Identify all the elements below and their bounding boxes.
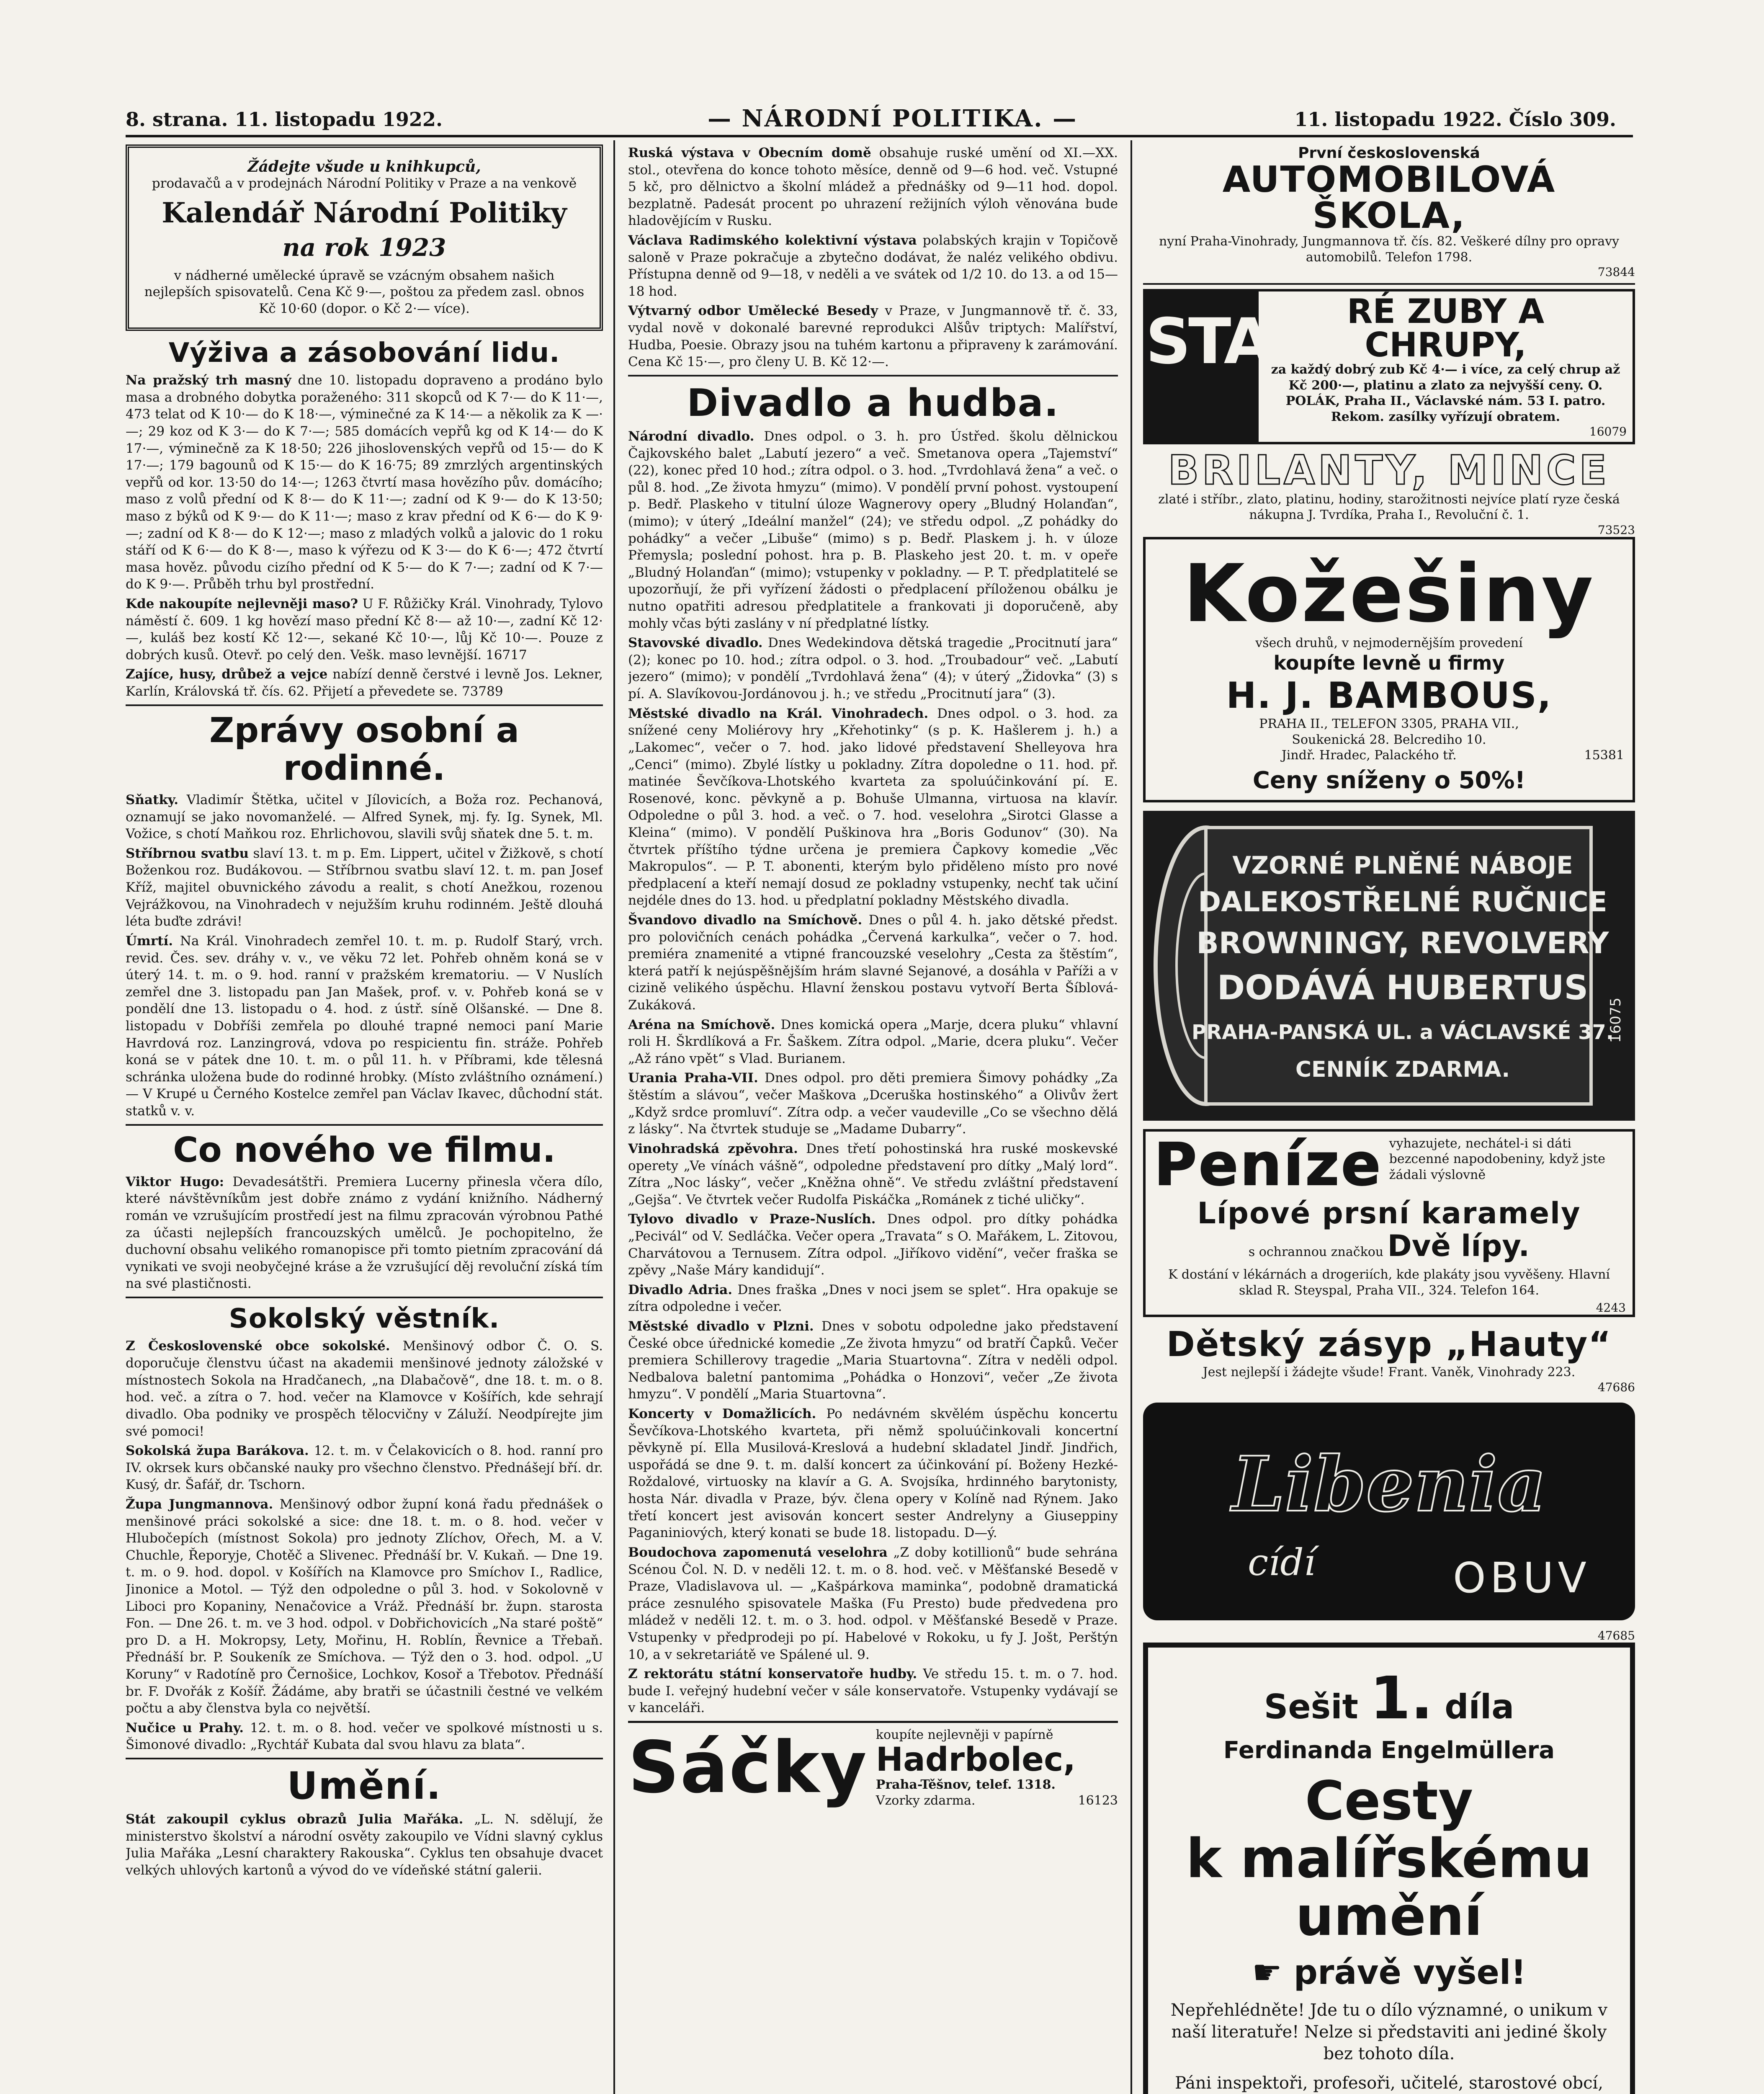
penize-ad: Peníze vyhazujete, nechátel-i si dáti bezcenné napodobeniny, když jste žádali výslovně Lípové prsní karamely s ochrannou značkou Dvě lípy. K dostání v lékárnách a drogeriích, kde plakáty jsou vyvěšeny. Hlavní sklad R. Steyspal, Praha VII., 324. Telefon 164. 4243 bbox=[1143, 1129, 1635, 1318]
page-header bbox=[121, 105, 1629, 134]
sokol-p4: Nučice u Prahy. 12. t. m. o 8. hod. večer ve spolkové místnosti u s. Šimonové divadlo: „Rychtář Kubata dal svou hlavu za blata“. bbox=[126, 1720, 603, 1753]
vyziva-heading: Výživa a zásobování lidu. bbox=[168, 337, 560, 369]
cartridge-illustration bbox=[1143, 811, 1635, 1121]
ruska-vystava: Ruská výstava v Obecním domě obsahuje ruské umění od XI.—XX. stol., otevřena do konce tohoto měsíce, denně od 9—6 hod. več. Vstupné 5 kč, pro dělnictvo a školní mládež a přednášky od 9—11 hod. dopol. bezplatně. Padesát procent po uhrazení režijních výloh věnována bude hladovějícím v Rusku. bbox=[628, 145, 1118, 229]
column-rule-1 bbox=[613, 140, 615, 2094]
umelecka-beseda: Výtvarný odbor Umělecké Besedy v Praze, v Jungmannově tř. č. 33, vydal nově v dokonalé barevné reprodukci Alšův triptych: Malířství, Hudba, Poesie. Obrazy jsou na tuhém kartonu a připraveny k zarámování. Cena Kč 15·—, pro členy U. B. Kč 12·—. bbox=[628, 303, 1118, 370]
autoskola-ad: První československá AUTOMOBILOVÁ ŠKOLA, nyní Praha-Vinohrady, Jungmannova tř. čís. 82. Veškeré dílny pro opravy automobilů. Telefon 1798. 73844 bbox=[1159, 144, 1635, 279]
calendar-title: Kalendář Národní Politiky bbox=[162, 196, 567, 229]
kozesiny-title: Kožešiny bbox=[1183, 547, 1595, 640]
theatre-item: Národní divadlo. Dnes odpol. o 3. h. pro Ústřed. školu dělnickou Čajkovského balet „Labutí jezero“ a več. Smetanova opera „Tajemství“ (22), konec před 10 hod.; zítra odpol. o 3. hod. „Tvrdohlavá žena“ a več. o půl 8. hod. „Ze života hmyzu“ (mimo). V pondělí první pohost. vystoupení p. Bedř. Plaskeho v titulní úloze Wagnerovy opery „Bludný Holanďan“, (mimo); v úterý „Ideální manžel“ (24); ve středu odpol. „Z pohádky do pohádky“ a večer „Libuše“ (mimo) s p. Bedř. Plaskem j. h. v úloze Přemysla; poslední pohost. hra p. B. Plaskeho jest 20. t. m. v opeře „Bludný Holanďan“ (mimo); vstupenky v pokladny. — P. T. předplatitelé se upozorňují, že při vyřízení žádosti o předplacení příloženou obálku je nutno opatřiti adresou předplatitele a frankovati ji doporučeně, aby mohly včas býti zaslány v ní předplatné lístky. bbox=[628, 428, 1118, 631]
penize-title: Peníze bbox=[1154, 1130, 1383, 1199]
kozesiny-ad: Kožešiny všech druhů, v nejmodernějším provedení koupíte levně u firmy H. J. BAMBOUS, PRAHA II., TELEFON 3305, PRAHA VII., Soukenická 28. Belcrediho 10. Jindř. Hradec, Palackého tř. 15381 Ceny sníženy o 50%! bbox=[1143, 537, 1635, 802]
theatre-item: Vinohradská zpěvohra. Dnes třetí pohostinská hra ruské moskevské operety „Ve vínách vášně“, odpoledne představení pro dítky „Malý lord“. Zítra „Noc lásky“, večer „Kněžna ohně“. Ve středu zvláštní představení „Gejša“. Ve čtvrtek večer Rudolfa Piskáčka „Románek z tiché uličky“. bbox=[628, 1141, 1118, 1207]
hubertus-line-3: BROWNINGY, REVOLVERY bbox=[1196, 926, 1609, 960]
theatre-item: Aréna na Smíchově. Dnes komická opera „Marje, dcera pluku“ vhlavní roli H. Škrdlíková a Fr. Šaškem. Zítra odpol. „Marie, dcera pluku“. Večer „Až ráno vpět“ s Vlad. Burianem. bbox=[628, 1017, 1118, 1066]
theatre-item: Divadlo Adria. Dnes fraška „Dnes v noci jsem se splet“. Hra opakuje se zítra odpoledne i večer. bbox=[628, 1282, 1118, 1315]
umeni-heading: Umění. bbox=[287, 1764, 442, 1808]
radimsky-vystava: Václava Radimského kolektivní výstava polabských krajin v Topičově saloně v Praze pokračuje a zbytečno dodávat, že naléz velikého obdivu. Přístupna denně od 9—18, v neděli a ve svátek od 1/2 10. do 13. a od 15—18 hod. bbox=[628, 233, 1118, 299]
umeni-paragraph: Stát zakoupil cyklus obrazů Julia Mařáka. „L. N. sdělují, že ministerstvo školství a národní osvěty zakoupilo ve Vídni slavný cyklus Julia Mařáka „Lesní charaktery Rakouska“. Cyklus ten obsahuje dvacet velkých uhlových kartonů a vývod do ve vídeňské státní galerii. bbox=[126, 1812, 603, 1878]
hubertus-line-2: DALEKOSTŘELNÉ RUČNICE bbox=[1198, 885, 1607, 918]
zpravy-snatky: Sňatky. Vladimír Štětka, učitel v Jílovicích, a Boža roz. Pechanová, oznamují se jako novomanželé. — Alfred Synek, mj. fy. Ig. Synek, Ml. Vožice, s chotí Maňkou roz. Ehrlichovou, slavili svůj sňatek dne 5. t. m. bbox=[126, 792, 603, 842]
engelmuller-ad: Sešit 1. díla Ferdinanda Engelmüllera Cesty k malířskému umění ☛ právě vyšel! Nepřehlédněte! Jde tu o dílo významné, o unikum v naší literatuře! Nelze si představiti ani jediné školy bez tohoto díla. Páni inspektoři, profesoři, učitelé, starostové obcí, bbox=[1143, 1643, 1635, 2094]
column-3: První československá AUTOMOBILOVÁ ŠKOLA, nyní Praha-Vinohrady, Jungmannova tř. čís. 82. Veškeré dílny pro opravy automobilů. Telefon 1798. 73844 STA RÉ ZUBY A CHRUPY, za každý dobrý zub Kč 4·— i více, za celý chrup až Kč 200·—, platinu a zlato za nejvyšší ceny. O. POLÁK, Praha II., Václavské nám. 53 I. patro. Rekom. zasílky vyřízují obratem. 16079 BRILANTY, MINCE zlaté i stříbr., zlato, platinu, hodiny, starožitnosti nejvíce platí ryze česká nákupna J. Tvrdíka, Praha I., Revoluční č. 1. 73523 Kožešiny všech druhů, v nejmodernějším provedení koupíte levně u firmy H. J. BAMBOUS, PRAHA II., TELEFON 3305, PRAHA VII., Soukenická 28. Belcrediho 10. Jindř. Hradec, Palackého tř. 15381 Ceny sníženy o 50%! VZORNÉ PLNĚNÉ NÁBOJE DALEKOSTŘELNÉ RUČNICE BROWNINGY, REVOLVERY DODÁVÁ HUBERTUS PRAHA-PANSKÁ UL. a VÁCLAVSKÉ 37. CENNÍK ZDARMA. 16075 Peníze vyhazujete, nechátel-i si dáti bezcenné napodobeniny, když jste žádali výslovně Lípové prsní karamely s ochrannou značkou Dvě lípy. K dostání v lékárnách a drogeriích, kde plakáty jsou vyvěšeny. Hlavní sklad R. Steyspal, Praha VII., 324. Telefon 164. 4243 Dětský zásyp „Hauty“ Jest nejlepší i žádejte všude! Frant. Vaněk, Vinohrady 223. 47686 Libenia cídí OBUV 47685 Sešit 1. díla Ferdinanda Engelmüllera Cesty k malířskému umění ☛ právě vyšel! Nepřehlédněte! Jde tu o dílo významné, o unikum v naší literatuře! Nelze si představiti ani jediné školy bez tohoto díla. Páni inspektoři, profesoři, učitelé, starostové obcí, bbox=[1143, 144, 1635, 2094]
masthead-title: — NÁRODNÍ POLITIKA. — bbox=[708, 105, 1078, 132]
divider bbox=[126, 1758, 603, 1759]
hauty-ad: Dětský zásyp „Hauty“ Jest nejlepší i žádejte všude! Frant. Vaněk, Vinohrady 223. 47686 bbox=[1166, 1325, 1635, 1394]
column-1 bbox=[126, 144, 603, 2094]
header-left: 8. strana. 11. listopadu 1922. bbox=[126, 108, 443, 131]
hubertus-line-5: PRAHA-PANSKÁ UL. a VÁCLAVSKÉ 37. bbox=[1191, 1020, 1614, 1044]
theatre-item: Švandovo divadlo na Smíchově. Dnes o půl 4. h. jako dětské předst. pro polovičních cenách pohádka „Červená karkulka“, večer o 7. hod. premiéra znamenité a vtipné francouzské veselohry „Cesta za štěstím“, která patří k nejúspěšnějším hrám slavné Sejanové, a dosáhla v Paříži a v cizině velikého úspěchu. Hlavní ženskou postavu vytvoří Berta Šíblová-Zukáková. bbox=[628, 912, 1118, 1013]
hubertus-ad bbox=[1143, 811, 1635, 1121]
theatre-item: Koncerty v Domažlicích. Po nedávném skvělém úspěchu koncertu Ševčíkova-Lhotského kvarteta, při němž spoluúčinkovali koncertní pěvkyně pí. Ella Musilová-Kreslová a hudební skladatel Jindř. Jindřich, uspořádá se dne 9. t. m. další koncert za účinkování pí. Boženy Hezké-Roždalové, virtuosky na klavír a G. A. Svojsíka, hrdinného barytonisty, hosta Nár. divadla v Praze, býv. člena opery v Kolíně nad Rýnem. Jako třetí koncert jest avisován koncert sester Andrelyny a Giuseppiny Paganiniových, který konati se bude 18. listopadu. D—ý. bbox=[628, 1406, 1118, 1541]
sokol-heading: Sokolský věstník. bbox=[229, 1303, 500, 1335]
libenia-ad: Libenia cídí OBUV bbox=[1143, 1403, 1635, 1620]
zpravy-heading: Zprávy osobní a rodinné. bbox=[209, 710, 519, 788]
divider bbox=[628, 375, 1118, 377]
theatre-item: Z rektorátu státní konservatoře hudby. Ve středu 15. t. m. o 7. hod. bude I. veřejný hudební večer v sále konservatoře. Vstupenky vydávají se v kanceláři. bbox=[628, 1666, 1118, 1716]
divider bbox=[126, 704, 603, 706]
theatre-item: Městské divadlo na Král. Vinohradech. Dnes odpol. o 3. hod. za snížené ceny Moliérovy hry „Křehotinky“ (s p. K. Hašlerem j. h.) a „Lakomec“, večer o 7. hod. jako lidové představení Shelleyova hra „Cenci“ (mimo). Zbylé lístky u pokladny. Zítra dopoledne o 11. hod. př. matinée Ševčíkova-Lhotského kvarteta za spoluúčinkování pí. E. Rosenové, konc. pěvkyně a p. Bohuše Ulmanna, virtuosa na klavír. Odpoledne o půl 3. hod. a več. o 7. hod. veselohra „Sirotci Glasse a Kleina“ (mimo). V pondělí Puškinova hra „Boris Godunov“ (30). Na čtvrtek příštího týdne určena je premiera Čapkovy komedie „Věc Makropulos“. — P. T. abonenti, kterým bylo přiděleno místo pro nové předplacení a kteří nemají dosud ze pokladny vstupenky, nechť tak učiní nejdéle dnes do 13. hod. u předplatní pokladny Městského divadla. bbox=[628, 706, 1118, 908]
header-right: 11. listopadu 1922. Číslo 309. bbox=[1294, 108, 1616, 131]
zpravy-svatba: Stříbrnou svatbu slaví 13. t. m p. Em. Lippert, učitel v Žižkově, s chotí Boženkou roz. Budákovou. — Stříbrnou svatbu slaví 12. t. m. pan Josef Kříž, majitel obuvnického závodu a realit, s chotí Anežkou, rozenou Vejrážkovou, na Vinohradech v nejužším kruhu rodinném. Ještě dlouhá léta buďte zdrávi! bbox=[126, 846, 603, 929]
theatre-item: Stavovské divadlo. Dnes Wedekindova dětská tragedie „Procitnutí jara“ (2); konec po 10. hod.; zítra odpol. o 3. hod. „Troubadour“ več. „Labutí jezero“ (mimo); v pondělí „Tvrdohlavá žena“ (4); v úterý „Židovka“ (3) s pí. A. Slavíkovou-Jordánovou j. h.; ve středu „Procitnutí jara“ (3). bbox=[628, 635, 1118, 702]
zpravy-umrti: Úmrtí. Na Král. Vinohradech zemřel 10. t. m. p. Rudolf Starý, vrch. revid. Čes. sev. dráhy v. v., ve věku 72 let. Pohřeb ohněm koná se v úterý 14. t. m. o 9. hod. ranní v pražském krematoriu. — V Nuslích zemřel dne 3. listopadu pan Jan Mašek, prof. v. v. Pohřeb koná se v pondělí dne 13. listopadu o 4. hod. z ústř. síně Olšanské. — Dne 8. listopadu v Dobříši zemřela po dlouhé trapné nemoci paní Marie Havrdová roz. Lanzingrová, vdova po respicientu fin. stráže. Pohřeb koná se v pátek dne 10. t. m. o půl 11. h. v Příbrami, kde tělesná schránka uložena bude do rodinné hrobky. (Místo zvláštního oznámení.) — V Krupé u Černého Kostelce zemřel pan Václav Ikavec, důchodní stát. statků v. v. bbox=[126, 933, 603, 1119]
sokol-p2: Sokolská župa Barákova. 12. t. m. v Čelakovicích o 8. hod. ranní pro IV. okrsek kurs občanské nauky pro všechno členstvo. Přednášejí bří. dr. Kusý, dr. Šafář, dr. Tschorn. bbox=[126, 1443, 603, 1493]
calendar-kicker: Žádejte všude u knihkupců, bbox=[247, 158, 481, 175]
sacky-details: koupíte nejlevněji v papírně Hadrbolec, Praha-Těšnov, telef. 1318. Vzorky zdarma. 16123 bbox=[876, 1728, 1118, 1808]
sta-block: STA bbox=[1146, 291, 1259, 442]
hubertus-number: 16075 bbox=[1607, 997, 1624, 1043]
calendar-line: prodavačů a v prodejnách Národní Politiky v Praze a na venkově bbox=[152, 176, 577, 191]
libenia-logo: Libenia bbox=[1231, 1440, 1547, 1529]
sacky-ad bbox=[628, 1721, 1118, 1808]
theatre-item: Tylovo divadlo v Praze-Nuslích. Dnes odpol. pro dítky pohádka „Pecivál“ od V. Sedláčka. Večer opera „Travata“ s O. Mařákem, L. Zitovou, Charvátovou a Ternusem. Zítra odpol. „Jiříkovo vidění“, večer fraška se zpěvy „Naše Máry kandidují“. bbox=[628, 1212, 1118, 1278]
theatre-item: Městské divadlo v Plzni. Dnes v sobotu odpoledne jako představení České obce úřednické komedie „Ze života hmyzu“ od bratří Čapků. Večer premiera Schillerovy tragedie „Maria Stuartovna“. Zítra v neděli odpol. Nedbalova baletní pantomima „Pohádka o Honzovi“, večer „Ze života hmyzu“. V pondělí „Maria Stuartovna“. bbox=[628, 1319, 1118, 1402]
sokol-p3: Župa Jungmannova. Menšinový odbor župní koná řadu přednášek o menšinové práci sokolské a sice: dne 18. t. m. o 8. hod. večer v Hlubočepích (místnost Sokola) pro jednoty Zlíchov, Ořech, M. a V. Chuchle, Řeporyje, Chotěč a Slivenec. Přednáší br. V. Kukaň. — Dne 19. t. m. o 9. hod. dopol. v Košířích na Klamovce pro Smíchov I., Radlice, Jinonice a Motol. — Týž den odpoledne o půl 3. hod. v Sokolovně v Liboci pro Kopaniny, Nenačovice a Vráž. Přednáší br. župn. starosta Fon. — Dne 26. t. m. ve 3 hod. odpol. v Dobřichovicích „Na staré poště“ pro D. a H. Mokropsy, Lety, Mořinu, H. Roblín, Řevnice a Třebaň. Přednáší br. P. Soukeník ze Smíchova. — Týž den o 3. hod. odpol. „U Koruny“ v Radotíně pro Černošice, Lochkov, Kosoř a Třebotov. Přednáší br. F. Dvořák z Košíř. Žádáme, aby bratři se účastnili čestné ve velkém počtu a aby členstva byla co největší. bbox=[126, 1496, 603, 1716]
divider bbox=[1143, 283, 1635, 285]
divider bbox=[126, 1297, 603, 1298]
zuby-ad: STA RÉ ZUBY A CHRUPY, za každý dobrý zub Kč 4·— i více, za celý chrup až Kč 200·—, platinu a zlato za nejvyšší ceny. O. POLÁK, Praha II., Václavské nám. 53 I. patro. Rekom. zasílky vyřízují obratem. 16079 bbox=[1143, 289, 1635, 444]
brilanty-ad: BRILANTY, MINCE zlaté i stříbr., zlato, platinu, hodiny, starožitnosti nejvíce platí ryze česká nákupna J. Tvrdíka, Praha I., Revoluční č. 1. 73523 bbox=[1158, 447, 1635, 537]
hubertus-line-4: DODÁVÁ HUBERTUS bbox=[1217, 968, 1589, 1007]
divadlo-heading: Divadlo a hudba. bbox=[687, 381, 1059, 425]
divider bbox=[126, 1124, 603, 1126]
calendar-ad bbox=[126, 144, 603, 331]
header-rule bbox=[126, 135, 1633, 137]
meat-ad: Kde nakoupíte nejlevněji maso? U F. Růžičky Král. Vinohrady, Tylovo náměstí č. 609. 1 kg hovězí maso přední Kč 8·— až 10·—, zadní Kč 12·—, kuláš bez kostí Kč 12·—, sekané Kč 10·—, lůj Kč 10·—. Pouze z dobrých kusů. Otevř. po celý den. Vešk. maso levnější. 16717 bbox=[126, 596, 603, 663]
theatre-item: Boudochova zapomenutá veselohra „Z doby kotillionů“ bude sehrána Scénou Čol. N. D. v neděli 12. t. m. o 8. hod. več. v Měšťanské Besedě v Praze, Vladislavova ul. — „Kašpárkova maminka“, podobně dramatická práce zesnulého spisovatele Maška (Fu Presto) bude předvedena pro mládež v neděli 12. t. m. o 3. hod. odpol. v Měšťanské Besedě v Praze. Vstupenky v předprodeji po pí. Habelové v Rokoku, u fy J. Jošt, Perštýn 10, a v sekretariátě ve Spálené ul. 9. bbox=[628, 1545, 1118, 1662]
hubertus-line-6: CENNÍK ZDARMA. bbox=[1295, 1057, 1510, 1082]
sacky-word: Sáčky bbox=[628, 1726, 868, 1810]
theatre-item: Urania Praha-VII. Dnes odpol. pro děti premiera Šimovy pohádky „Za štěstím a slávou“, večer Maškova „Dceruška hostinského“ a Olivův žert „Když srdce promluví“. Zítra odp. a večer vaudeville „Co se všechno dělá z lásky“. Na čtvrtek studuje se „Madame Dubarry“. bbox=[628, 1070, 1118, 1137]
vyziva-paragraph: Na pražský trh masný dne 10. listopadu dopraveno a prodáno bylo masa a drobného dobytka poraženého: 311 skopců od K 7·— do K 11·—, 473 telat od K 10·— do K 18·—, výminečné za K 14·— a několik za K —·—; 29 koz od K 3·— do K 7·—; 585 domácích vepřů kg od K 14·— do K 17·—, výminečně za K 18·50; 226 jihoslovenských vepřů od 15·— do K 17·—; 179 bagounů od K 15·— do K 16·75; 89 zmrzlých argentinských vepřů od kor. 13·50 do 14·—; 1263 čtvrtí masa hovězího pův. domácího; maso z volů přední od K 8·— do K 11·—; zadní od K 9·— do K 13·50; maso z býků od K 9·— do K 11·—; maso z krav přední od K 6·— do K 9·—; zadní od K 8·— do K 12·—; maso z mladých volků a jalovic do 1 roku stáří od K 6·— do K 8·—, maso k výřezu od K 3·— do K 6·—; 472 čtvrtí masa hověz. původu cizího přední od K 5·— do K 7·—; zadní od K 7·— do K 9·—. Průběh trhu byl prostřední. bbox=[126, 373, 603, 592]
film-paragraph: Viktor Hugo: Devadesátštři. Premiera Lucerny přinesla včera dílo, které návštěvníkům jest dobře známo z vydání knižního. Nádherný román ve vzrušujícím prostředí jest na filmu zpracován výrobnou Pathé za účasti nejlepších francouzských umělců. Je pochopitelno, že duchovní obsahu velikého romanopisce při tomto pietním zpracování dá vynikati ve svoji neobyčejné kráse a že vzrušující děj revoluční získá tím na své plastičnosti. bbox=[126, 1174, 603, 1292]
poultry-ad: Zajíce, husy, drůbež a vejce nabízí denně čerstvé i levně Jos. Lekner, Karlín, Královská tř. čís. 62. Přijetí a převedete se. 73789 bbox=[126, 667, 603, 699]
sokol-p1: Z Československé obce sokolské. Menšinový odbor Č. O. S. doporučuje členstvu účast na akademii menšinové jednoty záložské v místnostech Sokola na Hradčanech, „na Dlabačově“, dne 18. t. m. o 8. hod. več. a zítra o 7. hod. večer na Klamovce v Košířích, kde sehrají divadlo. Oba podniky ve prospěch tělocvičny v Záluží. Neodpírejte jim své pomoci! bbox=[126, 1338, 603, 1439]
film-heading: Co nového ve filmu. bbox=[173, 1130, 556, 1170]
calendar-year: na rok 1923 bbox=[282, 233, 446, 262]
column-2 bbox=[628, 144, 1118, 2094]
calendar-desc: v nádherné umělecké úpravě se vzácným obsahem našich nejlepších spisovatelů. Cena Kč 9·—, poštou za předem zasl. obnos Kč 10·60 (dopor. o Kč 2·— více). bbox=[144, 268, 585, 317]
hubertus-line-1: VZORNÉ PLNĚNÉ NÁBOJE bbox=[1232, 851, 1573, 879]
column-rule-2 bbox=[1131, 140, 1132, 2094]
